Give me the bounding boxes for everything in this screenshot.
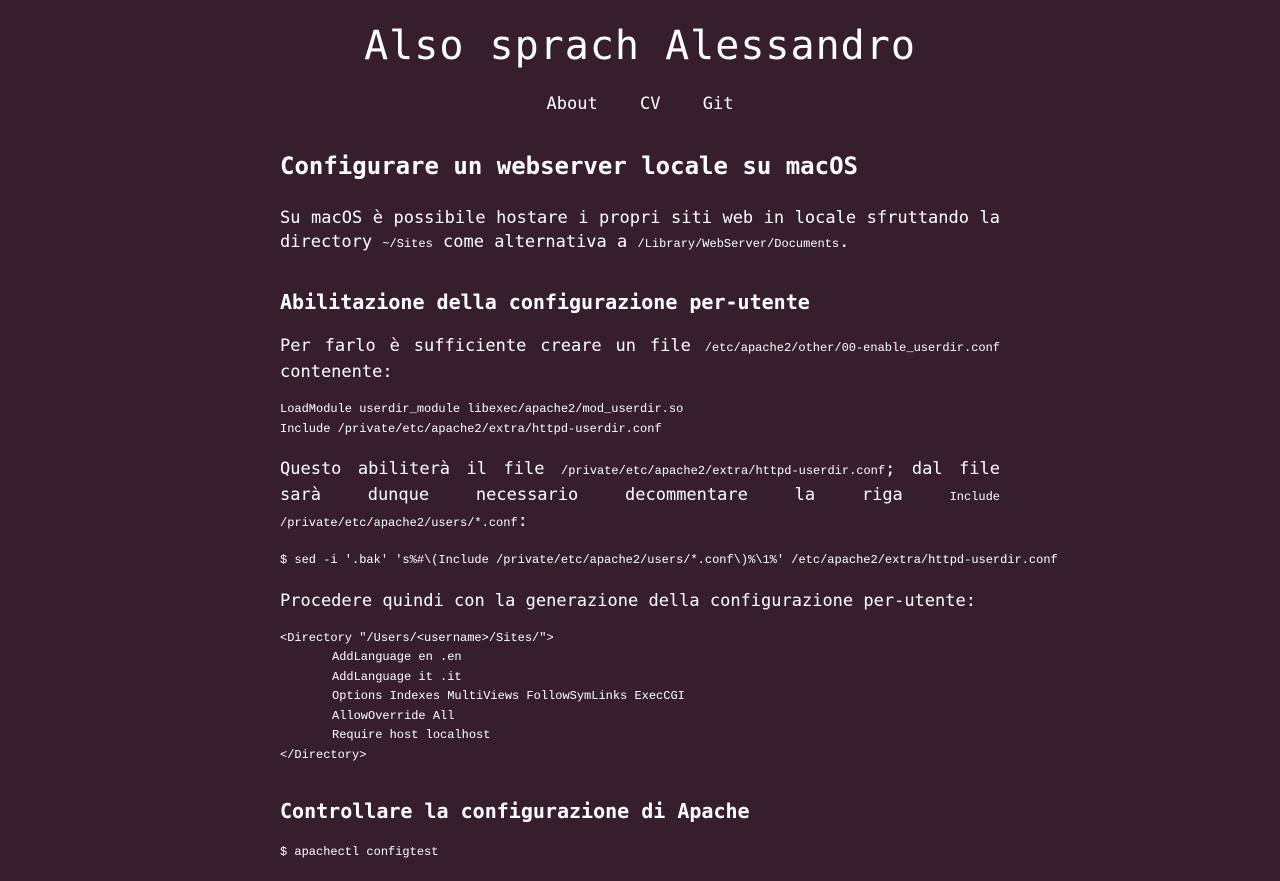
intro-text-1: Su macOS è possibile hostare i propri siti web in locale sfruttando la directory [280, 208, 1000, 252]
paragraph-text: Questo abiliterà il file [280, 459, 562, 479]
nav-link-git[interactable]: Git [702, 94, 734, 114]
code-block-sed: $ sed -i '.bak' 's%#\(Include /private/etc/apache2/users/*.conf\)%\1%' /etc/apache2/extra/httpd-userdir.conf [280, 553, 1058, 567]
nav-link-cv[interactable]: CV [639, 94, 661, 114]
code-line: AddLanguage en .en [332, 650, 462, 664]
post-title: Configurare un webserver locale su macOS [280, 152, 858, 180]
inline-code-httpd-userdir: /private/etc/apache2/extra/httpd-userdir.conf [561, 464, 886, 478]
paragraph-text: ; dal file sarà dunque necessario decommentare la riga [280, 459, 1000, 505]
code-line: AllowOverride All [332, 708, 455, 723]
inline-code-include-users: Include /private/etc/apache2/users/*.conf [280, 490, 1000, 530]
post-content [280, 146, 1058, 881]
paragraph-generate-config: Procedere quindi con la generazione della configurazione per-utente: [280, 590, 976, 611]
intro-text-2: come alternativa a [432, 232, 638, 252]
paragraph-text: contenente: [280, 362, 393, 382]
paragraph-text: Per farlo è sufficiente creare un file [280, 336, 705, 356]
section-heading-apache-config: Controllare la configurazione di Apache [280, 799, 750, 823]
paragraph-enable-file [280, 457, 1000, 535]
code-line: Include /private/etc/apache2/extra/httpd-userdir.conf [280, 421, 662, 436]
code-line: LoadModule userdir_module libexec/apache2/mod_userdir.so [280, 402, 684, 416]
paragraph-text: : [517, 511, 528, 531]
code-line: Require host localhost [332, 728, 491, 742]
inline-code-webserver-documents: /Library/WebServer/Documents [637, 237, 840, 251]
code-line: Options Indexes MultiViews FollowSymLinks ExecCGI [332, 689, 685, 703]
nav-link-about[interactable]: About [546, 94, 598, 114]
code-block-loadmodule [280, 400, 1000, 439]
code-block-directory [280, 629, 1000, 766]
intro-paragraph [280, 206, 1000, 256]
paragraph-create-file [280, 334, 1000, 384]
section-heading-userdir: Abilitazione della configurazione per-utente [280, 290, 810, 314]
inline-code-sites: ~/Sites [382, 237, 433, 251]
inline-code-userdir-conf: /etc/apache2/other/00-enable_userdir.conf [704, 341, 1000, 355]
code-line: </Directory> [280, 747, 367, 762]
code-block-configtest: $ apachectl configtest [280, 845, 439, 859]
site-title: Also sprach Alessandro [364, 23, 916, 69]
code-line: <Directory "/Users/<username>/Sites/"> [280, 630, 554, 645]
main-nav [0, 92, 1280, 116]
intro-text-3: . [839, 232, 850, 252]
code-line: AddLanguage it .it [332, 669, 462, 684]
